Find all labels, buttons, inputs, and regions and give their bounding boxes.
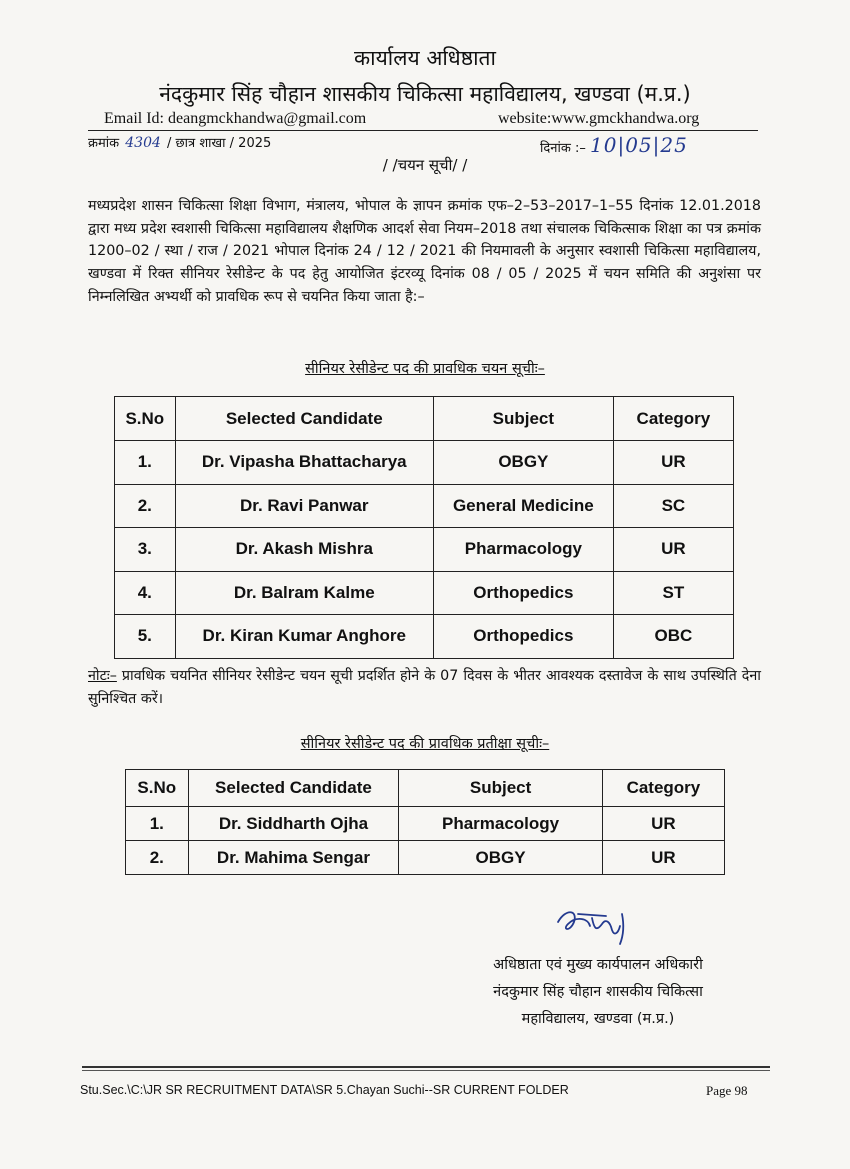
waiting-list-heading: सीनियर रेसीडेन्ट पद की प्रावधिक प्रतीक्षा सूचीः– [300,736,550,752]
column-header: S.No [126,770,189,807]
cell-candidate: Dr. Kiran Kumar Anghore [175,615,433,659]
table-header-row [126,770,725,807]
document-title: / /चयन सूची/ / [382,156,468,174]
cell-subject: General Medicine [433,484,613,528]
table-header-row [115,397,734,441]
column-header: Category [613,397,733,441]
cell-candidate: Dr. Ravi Panwar [175,484,433,528]
cell-candidate: Dr. Siddharth Ojha [188,807,399,841]
college-name: नंदकुमार सिंह चौहान शासकीय चिकित्सा महाविद्यालय, खण्डवा (म.प्र.) [159,82,691,106]
cell-candidate: Dr. Akash Mishra [175,528,433,572]
note-text: प्रावधिक चयनित सीनियर रेसीडेन्ट चयन सूची प्रदर्शित होने के 07 दिवस के भीतर आवश्यक दस्तावेज के साथ उपस्थिति देना सुनिश्चित करें। [88,668,762,707]
column-header: Category [602,770,724,807]
cell-sno: 2. [126,841,189,875]
column-header: Subject [433,397,613,441]
reference-line [88,133,271,151]
date-line [540,133,688,157]
column-header: Selected Candidate [188,770,399,807]
office-title: कार्यालय अधिष्ठाता [354,46,496,70]
cell-category: UR [602,841,724,875]
footer-page-number: Page 98 [706,1083,748,1098]
cell-candidate: Dr. Balram Kalme [175,571,433,615]
signatory-institution: नंदकुमार सिंह चौहान शासकीय चिकित्सा [493,984,703,1000]
reference-suffix: / छात्र शाखा / 2025 [167,136,272,151]
date-label: दिनांक :– [540,141,586,156]
footer-file-path: Stu.Sec.\C:\JR SR RECRUITMENT DATA\SR 5.Chayan Suchi--SR CURRENT FOLDER [80,1083,569,1097]
cell-category: UR [602,807,724,841]
column-header: Subject [399,770,602,807]
note-paragraph [88,665,761,711]
column-header: S.No [115,397,176,441]
selection-list-heading: सीनियर रेसीडेन्ट पद की प्रावधिक चयन सूचीः– [305,361,545,377]
email-line: Email Id: deangmckhandwa@gmail.com [104,110,367,127]
cell-category: ST [613,571,733,615]
cell-subject: Pharmacology [433,528,613,572]
table-row [126,841,725,875]
cell-sno: 3. [115,528,176,572]
cell-sno: 4. [115,571,176,615]
cell-subject: Orthopedics [433,615,613,659]
cell-subject: OBGY [399,841,602,875]
footer-rule [82,1066,770,1068]
cell-candidate: Dr. Mahima Sengar [188,841,399,875]
footer-rule-thin [82,1070,770,1071]
cell-sno: 1. [126,807,189,841]
table-row [115,528,734,572]
cell-sno: 1. [115,441,176,485]
cell-category: SC [613,484,733,528]
cell-category: UR [613,441,733,485]
cell-candidate: Dr. Vipasha Bhattacharya [175,441,433,485]
note-label: नोटः– [88,668,117,684]
signatory-location: महाविद्यालय, खण्डवा (म.प्र.) [521,1011,675,1027]
reference-number: 4304 [125,135,161,151]
column-header: Selected Candidate [175,397,433,441]
reference-prefix: क्रमांक [88,136,120,151]
cell-category: UR [613,528,733,572]
body-paragraph: मध्यप्रदेश शासन चिकित्सा शिक्षा विभाग, मंत्रालय, भोपाल के ज्ञापन क्रमांक एफ–2–53–2017–1–55 दिनांक 12.01.2018 द्वारा मध्य प्रदेश स्वशासी चिकित्सा महाविद्यालय शैक्षणिक आदर्श सेवा नियम–2018 तथा संचालक चिकित्साक शिक्षा का पत्र क्रमांक 1200–02 / स्था / राज / 2021 भोपाल दिनांक 24 / 12 / 2021 की नियमावली के अनुसार स्वशासी चिकित्सा महाविद्यालय, खण्डवा में रिक्त सीनियर रेसीडेन्ट के पद हेतु आयोजित इंटरव्यू दिनांक 08 / 05 / 2025 में चयन समिति की अनुशंसा पर निम्नलिखित अभ्यर्थी को प्रावधिक रूप से चयनित किया जाता है:– [88,198,761,305]
signature-mark [548,900,638,950]
cell-category: OBC [613,615,733,659]
table-row [115,441,734,485]
table-row [115,615,734,659]
header-rule [88,130,758,131]
cell-sno: 5. [115,615,176,659]
selection-table [114,396,734,659]
table-row [126,807,725,841]
table-row [115,484,734,528]
table-row [115,571,734,615]
cell-subject: OBGY [433,441,613,485]
cell-subject: Orthopedics [433,571,613,615]
website-line: website:www.gmckhandwa.org [498,110,700,127]
cell-sno: 2. [115,484,176,528]
waiting-table [125,769,725,875]
cell-subject: Pharmacology [399,807,602,841]
signatory-designation: अधिष्ठाता एवं मुख्य कार्यपालन अधिकारी [493,957,703,973]
date-value: 10|05|25 [590,133,688,157]
